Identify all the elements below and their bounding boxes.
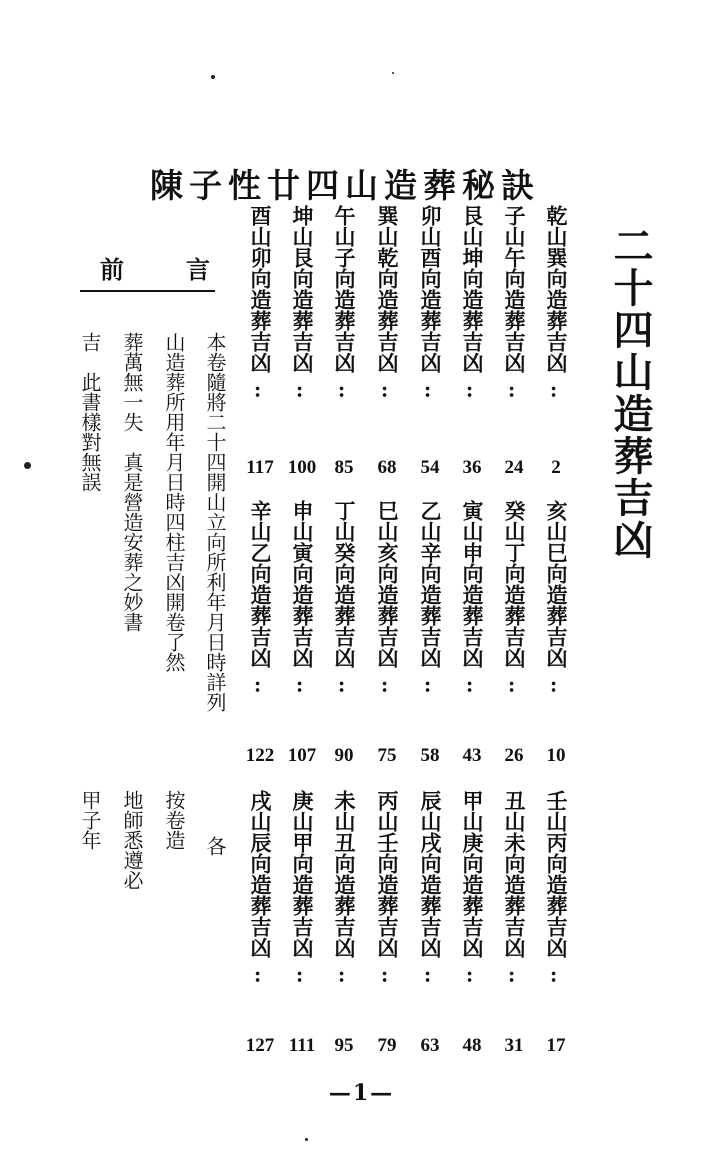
toc-leader-dots: ‥ bbox=[463, 970, 487, 984]
scan-speck bbox=[211, 75, 215, 79]
toc-page-number: 48 bbox=[462, 1035, 482, 1056]
toc-entry: 甲山庚向造葬吉凶 bbox=[460, 790, 484, 958]
preface-col-4-top: 吉 此書樣對無誤 bbox=[78, 332, 102, 492]
toc-leader-dots: ‥ bbox=[505, 680, 529, 694]
toc-entry: 卯山酉向造葬吉凶 bbox=[418, 205, 442, 373]
toc-entry: 申山寅向造葬吉凶 bbox=[290, 500, 314, 668]
toc-entry: 酉山卯向造葬吉凶 bbox=[248, 205, 272, 373]
book-title: 陳子性廿四山造葬秘訣 bbox=[150, 166, 540, 205]
scan-speck bbox=[305, 1138, 308, 1141]
toc-leader-dots: ‥ bbox=[335, 385, 359, 399]
toc-entry: 乾山巽向造葬吉凶 bbox=[544, 205, 568, 373]
scan-speck bbox=[24, 462, 31, 469]
toc-entry: 坤山艮向造葬吉凶 bbox=[290, 205, 314, 373]
toc-page-number: 54 bbox=[420, 457, 440, 478]
toc-entry: 乙山辛向造葬吉凶 bbox=[418, 500, 442, 668]
toc-page-number: 75 bbox=[377, 745, 397, 766]
toc-entry: 亥山巳向造葬吉凶 bbox=[544, 500, 568, 668]
toc-entry: 辰山戌向造葬吉凶 bbox=[418, 790, 442, 958]
toc-page-number: 100 bbox=[287, 457, 317, 478]
toc-page-number: 127 bbox=[245, 1035, 275, 1056]
section-title: 二十四山造葬吉凶 bbox=[607, 225, 653, 561]
toc-page-number: 95 bbox=[334, 1035, 354, 1056]
toc-leader-dots: ‥ bbox=[421, 970, 445, 984]
toc-leader-dots: ‥ bbox=[463, 385, 487, 399]
toc-page-number: 111 bbox=[288, 1035, 316, 1056]
toc-page-number: 26 bbox=[504, 745, 524, 766]
preface-col-3-bottom: 地師悉遵必 bbox=[120, 790, 144, 890]
toc-entry: 艮山坤向造葬吉凶 bbox=[460, 205, 484, 373]
toc-leader-dots: ‥ bbox=[505, 970, 529, 984]
preface-heading-right: 言 bbox=[186, 256, 210, 284]
preface-col-1-top: 本卷隨將二十四開山立向所利年月日時詳列 bbox=[203, 332, 227, 712]
toc-page-number: 68 bbox=[377, 457, 397, 478]
toc-page-number: 90 bbox=[334, 745, 354, 766]
preface-col-1-bottom: 各 bbox=[203, 836, 227, 856]
toc-entry: 庚山甲向造葬吉凶 bbox=[290, 790, 314, 958]
toc-leader-dots: ‥ bbox=[251, 385, 275, 399]
toc-leader-dots: ‥ bbox=[251, 680, 275, 694]
toc-entry: 丁山癸向造葬吉凶 bbox=[332, 500, 356, 668]
toc-leader-dots: ‥ bbox=[293, 970, 317, 984]
toc-page-number: 43 bbox=[462, 745, 482, 766]
toc-entry: 丑山未向造葬吉凶 bbox=[502, 790, 526, 958]
toc-page-number: 10 bbox=[546, 745, 566, 766]
toc-entry: 子山午向造葬吉凶 bbox=[502, 205, 526, 373]
toc-entry: 未山丑向造葬吉凶 bbox=[332, 790, 356, 958]
toc-leader-dots: ‥ bbox=[335, 970, 359, 984]
toc-entry: 午山子向造葬吉凶 bbox=[332, 205, 356, 373]
toc-leader-dots: ‥ bbox=[293, 680, 317, 694]
heading-rule bbox=[80, 290, 215, 292]
toc-leader-dots: ‥ bbox=[547, 680, 571, 694]
toc-entry: 辛山乙向造葬吉凶 bbox=[248, 500, 272, 668]
toc-leader-dots: ‥ bbox=[251, 970, 275, 984]
preface-col-2-top: 山造葬所用年月日時四柱吉凶開卷了然 bbox=[162, 332, 186, 672]
toc-leader-dots: ‥ bbox=[547, 385, 571, 399]
toc-leader-dots: ‥ bbox=[378, 970, 402, 984]
toc-entry: 寅山申向造葬吉凶 bbox=[460, 500, 484, 668]
toc-page-number: 36 bbox=[462, 457, 482, 478]
toc-leader-dots: ‥ bbox=[378, 385, 402, 399]
page-number: —1— bbox=[328, 1080, 395, 1106]
toc-page-number: 122 bbox=[245, 745, 275, 766]
scan-speck bbox=[392, 72, 394, 74]
toc-entry: 壬山丙向造葬吉凶 bbox=[544, 790, 568, 958]
toc-leader-dots: ‥ bbox=[505, 385, 529, 399]
preface-heading bbox=[100, 250, 210, 285]
toc-page-number: 107 bbox=[287, 745, 317, 766]
toc-page-number: 31 bbox=[504, 1035, 524, 1056]
toc-page-number: 117 bbox=[246, 457, 274, 478]
toc-entry: 巽山乾向造葬吉凶 bbox=[375, 205, 399, 373]
toc-leader-dots: ‥ bbox=[293, 385, 317, 399]
toc-page-number: 17 bbox=[546, 1035, 566, 1056]
preface-col-2-bottom: 按卷造 bbox=[162, 790, 186, 850]
toc-page-number: 24 bbox=[504, 457, 524, 478]
toc-page-number: 85 bbox=[334, 457, 354, 478]
toc-entry: 癸山丁向造葬吉凶 bbox=[502, 500, 526, 668]
preface-col-3-top: 葬萬無一失 真是營造安葬之妙書 bbox=[120, 332, 144, 632]
toc-entry: 戌山辰向造葬吉凶 bbox=[248, 790, 272, 958]
toc-leader-dots: ‥ bbox=[335, 680, 359, 694]
toc-leader-dots: ‥ bbox=[463, 680, 487, 694]
toc-leader-dots: ‥ bbox=[421, 680, 445, 694]
toc-page-number: 63 bbox=[420, 1035, 440, 1056]
preface-heading-left: 前 bbox=[100, 256, 124, 284]
toc-page-number: 2 bbox=[551, 457, 561, 478]
toc-page-number: 58 bbox=[420, 745, 440, 766]
toc-leader-dots: ‥ bbox=[547, 970, 571, 984]
toc-entry: 巳山亥向造葬吉凶 bbox=[375, 500, 399, 668]
toc-entry: 丙山壬向造葬吉凶 bbox=[375, 790, 399, 958]
toc-page-number: 79 bbox=[377, 1035, 397, 1056]
toc-leader-dots: ‥ bbox=[378, 680, 402, 694]
toc-leader-dots: ‥ bbox=[421, 385, 445, 399]
preface-col-4-bottom: 甲子年 bbox=[78, 790, 102, 850]
